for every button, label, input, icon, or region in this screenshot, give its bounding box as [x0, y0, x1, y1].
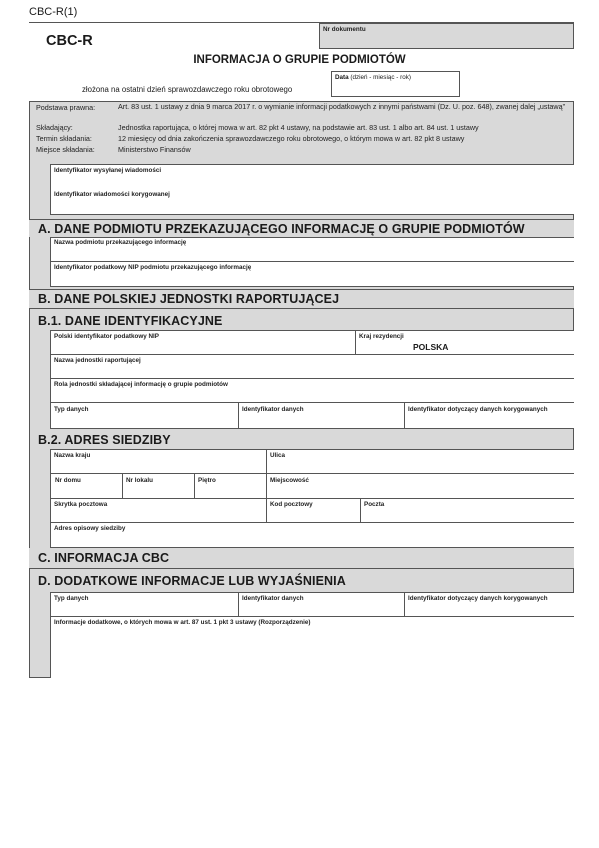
residence-country-value: POLSKA: [413, 342, 449, 352]
corrected-message-id-label: Identyfikator wiadomości korygowanej: [54, 191, 170, 198]
flat-number-field[interactable]: [122, 473, 195, 499]
post-office-field[interactable]: [360, 498, 574, 523]
d-data-id-label: Identyfikator danych: [242, 595, 304, 602]
flat-number-label: Nr lokalu: [126, 477, 153, 484]
section-b-title: B. DANE POLSKIEJ JEDNOSTKI RAPORTUJĄCEJ: [38, 292, 340, 306]
d-data-type-field[interactable]: [50, 592, 239, 617]
floor-label: Piętro: [198, 477, 216, 484]
submitter-value: Jednostka raportująca, o której mowa w art. 82 pkt 4 ustawy, na podstawie art. 83 ust. 1 albo art. 84 ust. 1 ustawy: [118, 123, 479, 132]
d-corrected-data-id-field[interactable]: [404, 592, 574, 617]
sent-message-id-label: Identyfikator wysyłanej wiadomości: [54, 167, 162, 174]
document-number-field[interactable]: [319, 23, 574, 49]
b1-data-id-field[interactable]: [238, 402, 405, 429]
po-box-label: Skrytka pocztowa: [54, 501, 108, 508]
reporting-entity-nip-label: Identyfikator podatkowy NIP podmiotu przekazującego informację: [54, 264, 252, 271]
date-hint: (dzień - miesiąc - rok): [350, 74, 411, 81]
b1-corrected-data-id-field[interactable]: [404, 402, 574, 429]
reporting-unit-role-field[interactable]: [50, 378, 574, 403]
form-code: CBC-R: [46, 33, 93, 49]
section-c-title: C. INFORMACJA CBC: [38, 551, 170, 565]
country-name-field[interactable]: [50, 449, 267, 474]
d-corrected-data-id-label: Identyfikator dotyczący danych korygowanych: [408, 595, 548, 602]
residence-country-field[interactable]: [355, 330, 574, 355]
descriptive-address-field[interactable]: [50, 522, 574, 548]
section-a-title: A. DANE PODMIOTU PRZEKAZUJĄCEGO INFORMACJĘ O GRUPIE PODMIOTÓW: [38, 222, 525, 236]
deadline-value: 12 miesięcy od dnia zakończenia sprawozdawczego roku obrotowego, o którym mowa w art. 82 pkt 8 ustawy: [118, 134, 465, 143]
reporting-unit-role-label: Rola jednostki składającej informację o grupie podmiotów: [54, 381, 228, 388]
postcode-field[interactable]: [266, 498, 361, 523]
b1-data-type-field[interactable]: [50, 402, 239, 429]
date-label: Data: [335, 74, 349, 81]
floor-field[interactable]: [194, 473, 267, 499]
document-number-label: Nr dokumentu: [323, 26, 366, 33]
house-number-label: Nr domu: [55, 477, 81, 484]
submitter-label: Składający:: [36, 123, 73, 132]
legal-basis-label: Podstawa prawna:: [36, 103, 96, 112]
d-data-type-label: Typ danych: [54, 595, 89, 602]
polish-nip-field[interactable]: [50, 330, 356, 355]
reporting-unit-name-label: Nazwa jednostki raportującej: [54, 357, 141, 364]
descriptive-address-label: Adres opisowy siedziby: [54, 525, 126, 532]
residence-country-label: Kraj rezydencji: [359, 333, 404, 340]
deadline-label: Termin składania:: [36, 134, 92, 143]
page-title: INFORMACJA O GRUPIE PODMIOTÓW: [193, 54, 406, 66]
reporting-entity-name-field[interactable]: [50, 237, 574, 262]
form-code-top: CBC-R(1): [29, 6, 78, 18]
city-field[interactable]: [266, 473, 574, 499]
street-label: Ulica: [270, 452, 286, 459]
section-b1-title: B.1. DANE IDENTYFIKACYJNE: [38, 314, 223, 328]
post-office-label: Poczta: [364, 501, 385, 508]
b1-data-id-label: Identyfikator danych: [242, 406, 304, 413]
additional-info-field[interactable]: [50, 616, 574, 678]
subtitle: złożona na ostatni dzień sprawozdawczego roku obrotowego: [82, 85, 293, 94]
postcode-label: Kod pocztowy: [270, 501, 313, 508]
legal-basis-value: Art. 83 ust. 1 ustawy z dnia 9 marca 2017 r. o wymianie informacji podatkowych z innymi państwami (Dz. U. poz. 648), zwanej dalej „ustawą”: [118, 102, 566, 111]
reporting-unit-name-field[interactable]: [50, 354, 574, 379]
city-label: Miejscowość: [270, 477, 309, 484]
place-label: Miejsce składania:: [36, 145, 95, 154]
reporting-entity-nip-field[interactable]: [50, 261, 574, 287]
section-d-title: D. DODATKOWE INFORMACJE LUB WYJAŚNIENIA: [38, 574, 346, 588]
country-name-label: Nazwa kraju: [54, 452, 91, 459]
place-value: Ministerstwo Finansów: [118, 145, 191, 154]
house-number-field[interactable]: [50, 473, 123, 499]
polish-nip-label: Polski identyfikator podatkowy NIP: [54, 333, 159, 340]
section-b2-title: B.2. ADRES SIEDZIBY: [38, 433, 171, 447]
b1-corrected-data-id-label: Identyfikator dotyczący danych korygowanych: [408, 406, 548, 413]
reporting-entity-name-label: Nazwa podmiotu przekazującego informację: [54, 239, 187, 246]
b1-data-type-label: Typ danych: [54, 406, 89, 413]
corrected-message-id-field[interactable]: [50, 189, 574, 215]
additional-info-label: Informacje dodatkowe, o których mowa w art. 87 ust. 1 pkt 3 ustawy (Rozporządzenie): [54, 619, 311, 626]
street-field[interactable]: [266, 449, 574, 474]
d-data-id-field[interactable]: [238, 592, 405, 617]
sent-message-id-field[interactable]: [50, 164, 574, 190]
po-box-field[interactable]: [50, 498, 267, 523]
date-field[interactable]: [331, 71, 460, 97]
